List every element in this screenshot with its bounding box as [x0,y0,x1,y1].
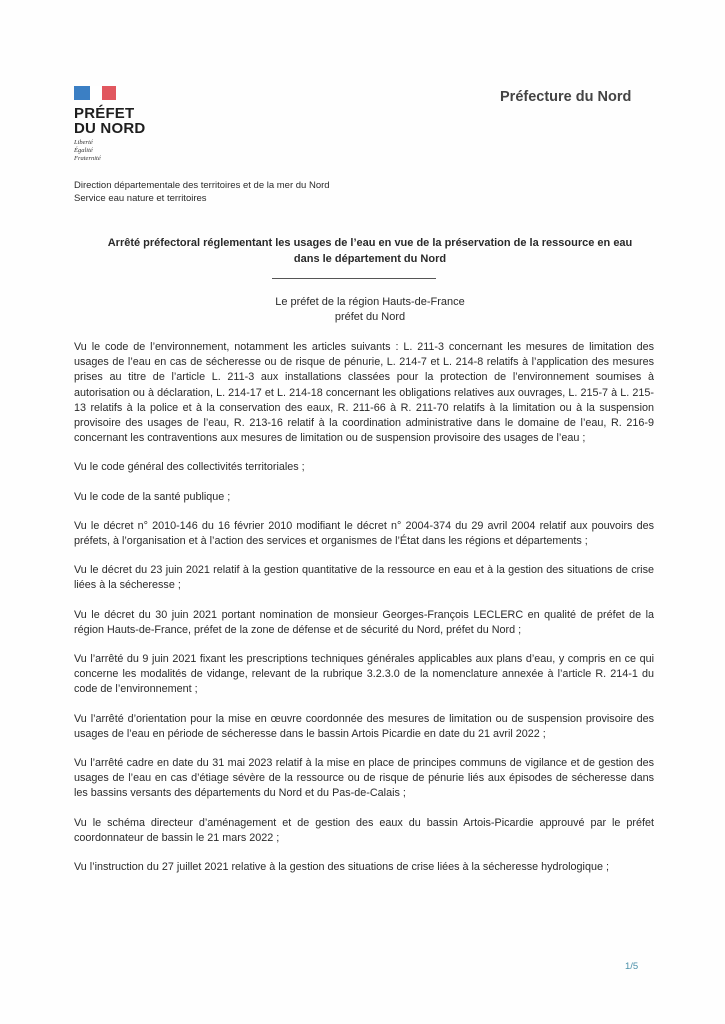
title-divider [272,278,436,279]
flag-blue-stripe [74,86,90,100]
page-number: 1/5 [625,961,639,972]
flag-white-stripe [90,86,102,100]
direction-name: Direction départementale des territoires et de la mer du Nord [74,180,330,191]
visa-paragraph: Vu le code de la santé publique ; [74,490,231,503]
visa-paragraph: Vu le décret du 30 juin 2021 portant nomination de monsieur Georges-François LECLERC en qualité de préfet de la région Hauts-de-France, préfet de la zone de défense et de sécurité du Nord, préfet du Nord ; [74,608,654,636]
visa-paragraph: Vu l’arrêté d’orientation pour la mise en œuvre coordonnée des mesures de limitation ou de suspension provisoire des usages de l’eau en période de sécheresse dans le bassin Artois Picardie en date du 21 avril 2022 ; [74,712,654,740]
motto-egalite: Égalité [74,147,93,154]
signatory-line1: Le préfet de la région Hauts-de-France [275,296,465,308]
visa-paragraph: Vu l’arrêté du 9 juin 2021 fixant les prescriptions techniques générales applicables aux plans d’eau, y compris en ce qui concerne les modalités de vidange, relevant de la rubrique 3.2.3.0 de la nomenclature annexée à l’article R. 214-1 du code de l’environnement ; [74,653,654,696]
logo-title [74,106,145,136]
logo-title-line1: PRÉFET [74,105,135,122]
document-title [60,236,680,267]
republic-motto [74,139,145,163]
visa-paragraph: Vu le schéma directeur d’aménagement et de gestion des eaux du bassin Artois-Picardie approuvé par le préfet coordonnateur de bassin le 21 mars 2022 ; [74,816,654,844]
visa-paragraph: Vu l’arrêté cadre en date du 31 mai 2023 relatif à la mise en place de principes communs de vigilance et de gestion des usages de l’eau en cas d’étiage sévère de la ressource ou de risque de pénurie liés aux épisodes de sécheresse dans les bassins versants des départements du Nord et du Pas-de-Calais ; [74,757,654,800]
document-title-line1: Arrêté préfectoral réglementant les usages de l’eau en vue de la préservation de la ressource en eau [107,237,633,249]
service-name: Service eau nature et territoires [74,192,207,204]
logo-title-line2: DU NORD [74,120,146,137]
motto-liberte: Liberté [74,139,93,146]
marianne-flag-icon [74,86,118,100]
flag-red-stripe [102,86,116,100]
visa-paragraph: Vu l’instruction du 27 juillet 2021 relative à la gestion des situations de crise liées à la sécheresse hydrologique ; [74,861,609,874]
visa-paragraph: Vu le décret du 23 juin 2021 relatif à la gestion quantitative de la ressource en eau et à la gestion des situations de crise liées à la sécheresse ; [74,564,654,592]
signatory-line2: préfet du Nord [334,311,406,323]
visa-paragraph: Vu le code de l’environnement, notamment les articles suivants : L. 211-3 concernant les mesures de limitation des usages de l’eau en cas de sécheresse ou de risque de pénurie, L. 214-7 et L. 214-8 relatifs à l’application des mesures prises au titre de l’article L. 211-3 aux installations classées pour la protection de l’environnement soumises à autorisation ou à déclaration, L. 214-17 et L. 214-18 concernant les obligations relatives aux ouvrages, L. 215-7 à L. 215-13 relatifs à la police et à la conservation des eaux, R. 211-66 à R. 211-70 relatifs à la limitation ou à la suspension provisoire des usages de l’eau, R. 213-16 relatif à la coordination administrative dans le domaine de l’eau, R. 216-9 concernant les contraventions aux mesures de limitation ou de suspension provisoire des usages de l’eau ; [74,341,654,445]
visa-paragraph: Vu le code général des collectivités territoriales ; [74,461,305,474]
signatory-block [60,295,680,325]
prefecture-label: Préfecture du Nord [500,89,632,105]
document-title-line2: dans le département du Nord [293,252,447,265]
issuing-department [74,180,330,205]
prefet-logo [74,86,145,163]
visa-paragraph: Vu le décret n° 2010-146 du 16 février 2010 modifiant le décret n° 2004-374 du 29 avril 2004 relatif aux pouvoirs des préfets, à l’organisation et à l’action des services et organismes de l’État dans les régions et départements ; [74,519,654,548]
document-body [74,340,654,889]
motto-fraternite: Fraternité [74,155,101,162]
